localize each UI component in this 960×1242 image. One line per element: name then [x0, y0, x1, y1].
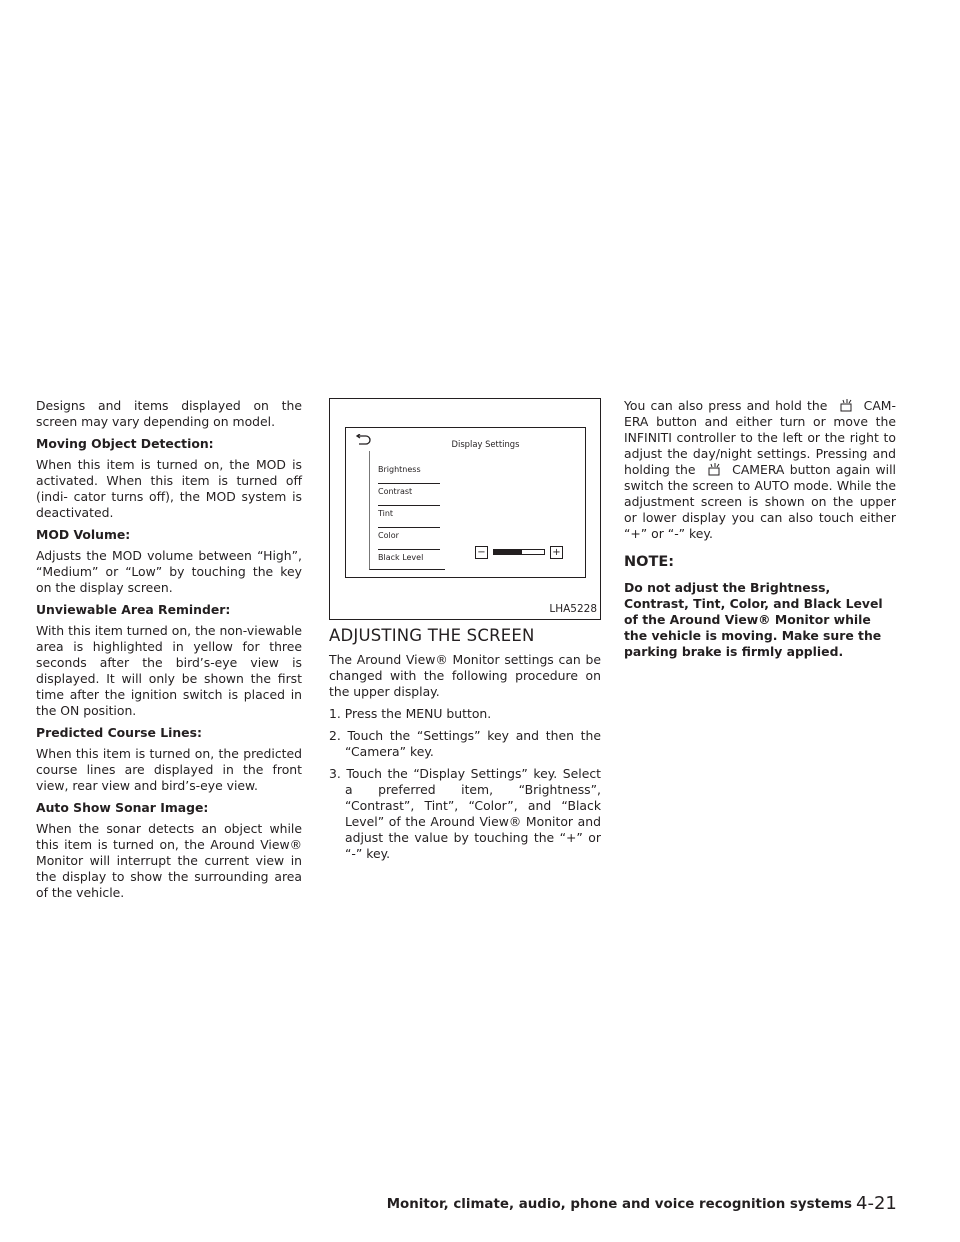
camera-paragraph — [624, 398, 896, 542]
item-body-sonar-image: When the sonar detects an object while this item is turned on, the Around View® Monitor will interrupt the current view in the display to show the surrounding area of the vehicle. — [36, 821, 302, 900]
plus-button: + — [550, 546, 563, 559]
step-item: 1. Press the MENU button. — [329, 706, 492, 721]
step-item: 3. Touch the “Display Settings” key. Select a preferred item, “Brightness”, “Contrast”, Tint”, “Color”, and “Black Level” of the Around View® Monitor and adjust the value by touching the “+” or “-” key. — [329, 766, 601, 861]
item-heading-mod: Moving Object Detection: — [36, 436, 214, 451]
screen-title: Display Settings — [451, 439, 520, 449]
figure-code: LHA5228 — [549, 603, 597, 615]
camera-text-a: You can also press and hold the — [624, 398, 828, 413]
level-stepper — [475, 546, 563, 562]
left-column — [36, 398, 302, 907]
menu-item-contrast: Contrast — [378, 487, 440, 506]
chapter-title: Monitor, climate, audio, phone and voice recognition systems — [386, 1197, 852, 1212]
menu-item-color: Color — [378, 531, 440, 550]
item-body-mod: When this item is turned on, the MOD is activated. When this item is turned off (indi- cator turns off), the MOD system is deactivated. — [36, 457, 302, 520]
page-number: 4-21 — [856, 1193, 897, 1214]
menu-item-tint: Tint — [378, 509, 440, 528]
item-heading-mod-volume: MOD Volume: — [36, 527, 131, 542]
right-column — [624, 398, 896, 666]
display-settings-figure — [329, 398, 601, 620]
settings-menu — [369, 451, 445, 570]
menu-item-brightness: Brightness — [378, 465, 440, 484]
level-fill — [494, 550, 522, 554]
page-footer — [0, 1193, 960, 1217]
item-body-mod-volume: Adjusts the MOD volume between “High”, “Medium” or “Low” by touching the key on the display screen. — [36, 548, 302, 595]
camera-text-b: CAM- ERA button and either turn or move the INFINITI controller to the left or the right to adjust the day/night settings. Pressing and holding the — [624, 398, 896, 477]
note-title: NOTE: — [624, 554, 675, 570]
camera-button-icon — [833, 398, 859, 412]
step-item: 2. Touch the “Settings” key and then the “Camera” key. — [329, 728, 601, 759]
item-body-unviewable-area: With this item turned on, the non-viewable area is highlighted in yellow for three seconds after the bird’s-eye view is displayed. It will only be shown the first time after the ignition switch is placed in the ON position. — [36, 623, 302, 718]
item-heading-sonar-image: Auto Show Sonar Image: — [36, 800, 209, 815]
item-heading-unviewable-area: Unviewable Area Reminder: — [36, 602, 231, 617]
intro-paragraph: Designs and items displayed on the screen may vary depending on model. — [36, 398, 302, 429]
middle-column — [329, 398, 601, 868]
camera-text-c: CAMERA button again will switch the screen to AUTO mode. While the adjustment screen is shown on the upper or lower display you can also touch either “+” or “-” key. — [624, 462, 896, 541]
item-body-course-lines: When this item is turned on, the predicted course lines are displayed in the front view, rear view and bird’s-eye view. — [36, 746, 302, 793]
item-heading-course-lines: Predicted Course Lines: — [36, 725, 202, 740]
camera-button-icon — [701, 462, 727, 476]
note-body: Do not adjust the Brightness, Contrast, Tint, Color, and Black Level of the Around View® Monitor while the vehicle is moving. Make sure the parking brake is firmly applied. — [624, 580, 883, 659]
procedure-intro: The Around View® Monitor settings can be changed with the following procedure on the upper display. — [329, 652, 601, 699]
procedure-steps — [329, 706, 601, 862]
display-settings-screen — [345, 427, 586, 578]
section-title: ADJUSTING THE SCREEN — [329, 626, 535, 645]
minus-button: − — [475, 546, 488, 559]
level-slider — [493, 549, 545, 555]
menu-item-black-level: Black Level — [378, 553, 424, 562]
